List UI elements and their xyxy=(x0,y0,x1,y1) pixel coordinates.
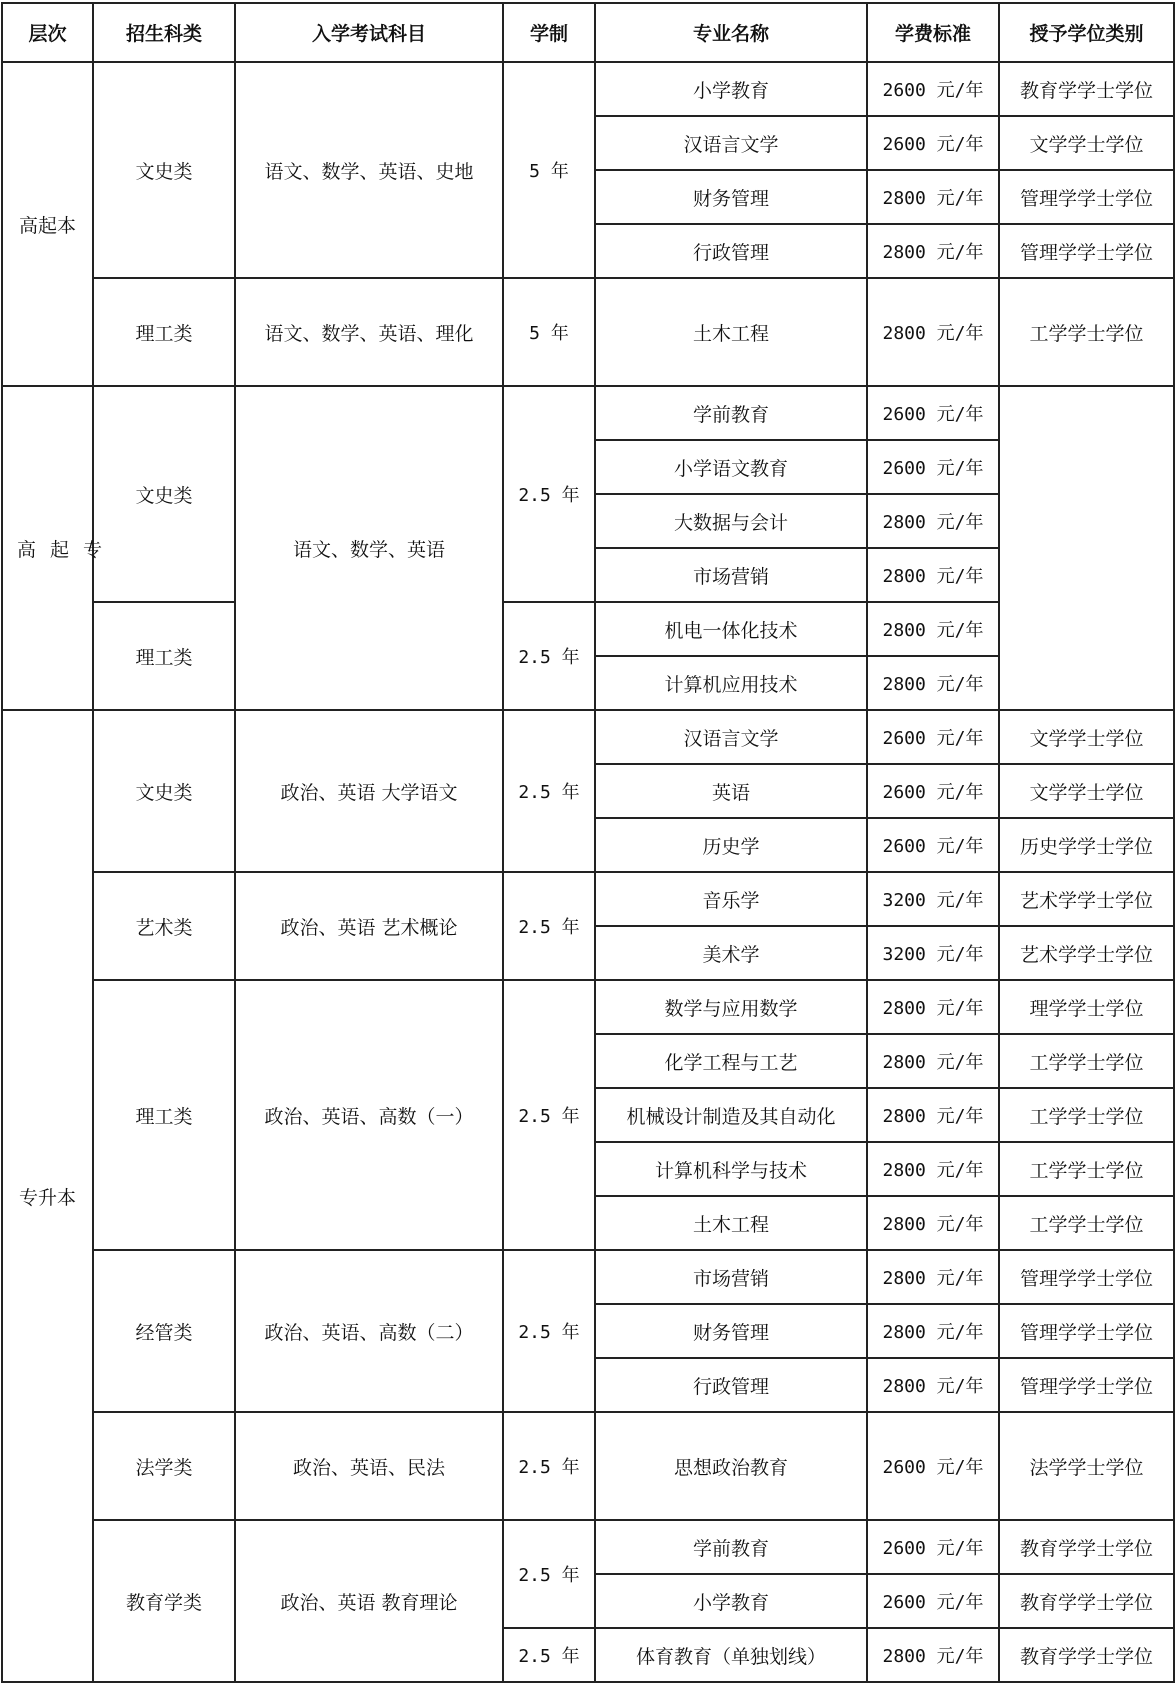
table-row xyxy=(2,980,1174,1034)
major-cell: 土木工程 xyxy=(595,278,867,386)
subjects-cell: 政治、英语 大学语文 xyxy=(235,710,503,872)
level-cell: 高起本 xyxy=(2,62,93,386)
major-cell: 数学与应用数学 xyxy=(595,980,867,1034)
degree-cell: 法学学士学位 xyxy=(999,1412,1174,1520)
category-cell: 文史类 xyxy=(93,710,235,872)
category-cell: 法学类 xyxy=(93,1412,235,1520)
duration-cell: 2.5 年 xyxy=(503,980,595,1250)
duration-cell: 2.5 年 xyxy=(503,710,595,872)
major-cell: 汉语言文学 xyxy=(595,710,867,764)
level-cell: 专升本 xyxy=(2,710,93,1682)
duration-cell: 5 年 xyxy=(503,278,595,386)
fee-cell: 2800 元/年 xyxy=(867,1628,999,1682)
duration-cell: 2.5 年 xyxy=(503,1520,595,1628)
fee-cell: 2800 元/年 xyxy=(867,224,999,278)
header-cell-fee: 学费标准 xyxy=(867,3,999,62)
degree-cell: 工学学士学位 xyxy=(999,1142,1174,1196)
degree-cell: 文学学士学位 xyxy=(999,116,1174,170)
degree-cell: 工学学士学位 xyxy=(999,1196,1174,1250)
subjects-cell: 政治、英语、民法 xyxy=(235,1412,503,1520)
degree-cell: 艺术学学士学位 xyxy=(999,872,1174,926)
duration-cell: 5 年 xyxy=(503,62,595,278)
fee-cell: 2600 元/年 xyxy=(867,62,999,116)
major-cell: 英语 xyxy=(595,764,867,818)
major-cell: 体育教育（单独划线） xyxy=(595,1628,867,1682)
degree-cell: 教育学学士学位 xyxy=(999,1520,1174,1574)
category-cell: 艺术类 xyxy=(93,872,235,980)
table-row xyxy=(2,1412,1174,1466)
major-cell: 美术学 xyxy=(595,926,867,980)
degree-cell: 教育学学士学位 xyxy=(999,62,1174,116)
fee-cell: 2600 元/年 xyxy=(867,116,999,170)
table-row xyxy=(2,278,1174,332)
degree-cell xyxy=(999,386,1174,710)
major-cell: 音乐学 xyxy=(595,872,867,926)
subjects-cell: 政治、英语 教育理论 xyxy=(235,1520,503,1682)
major-cell: 汉语言文学 xyxy=(595,116,867,170)
fee-cell: 2800 元/年 xyxy=(867,1196,999,1250)
degree-cell: 教育学学士学位 xyxy=(999,1574,1174,1628)
major-cell: 机械设计制造及其自动化 xyxy=(595,1088,867,1142)
fee-cell: 2600 元/年 xyxy=(867,1574,999,1628)
degree-cell: 管理学学士学位 xyxy=(999,224,1174,278)
duration-cell: 2.5 年 xyxy=(503,1628,595,1682)
table-row xyxy=(2,602,1174,656)
degree-cell: 工学学士学位 xyxy=(999,1034,1174,1088)
fee-cell: 2600 元/年 xyxy=(867,440,999,494)
fee-cell: 2800 元/年 xyxy=(867,1034,999,1088)
admissions-table xyxy=(1,2,1175,1683)
fee-cell: 2800 元/年 xyxy=(867,980,999,1034)
major-cell: 机电一体化技术 xyxy=(595,602,867,656)
major-cell: 市场营销 xyxy=(595,548,867,602)
fee-cell: 2800 元/年 xyxy=(867,1304,999,1358)
duration-cell: 2.5 年 xyxy=(503,386,595,602)
category-cell: 理工类 xyxy=(93,278,235,386)
fee-cell: 2800 元/年 xyxy=(867,494,999,548)
major-cell: 计算机应用技术 xyxy=(595,656,867,710)
major-cell: 小学语文教育 xyxy=(595,440,867,494)
fee-cell: 2800 元/年 xyxy=(867,1250,999,1304)
duration-cell: 2.5 年 xyxy=(503,872,595,980)
table-row xyxy=(2,1520,1174,1574)
major-cell: 土木工程 xyxy=(595,1196,867,1250)
category-cell: 教育学类 xyxy=(93,1520,235,1682)
fee-cell: 3200 元/年 xyxy=(867,926,999,980)
fee-cell: 2600 元/年 xyxy=(867,764,999,818)
degree-cell: 管理学学士学位 xyxy=(999,1250,1174,1304)
subjects-cell: 语文、数学、英语、理化 xyxy=(235,278,503,386)
duration-cell: 2.5 年 xyxy=(503,602,595,710)
fee-cell: 2800 元/年 xyxy=(867,278,999,386)
subjects-cell: 政治、英语 艺术概论 xyxy=(235,872,503,980)
major-cell: 财务管理 xyxy=(595,170,867,224)
table-row xyxy=(2,62,1174,116)
fee-cell: 3200 元/年 xyxy=(867,872,999,926)
header-cell-level: 层次 xyxy=(2,3,93,62)
header-cell-category: 招生科类 xyxy=(93,3,235,62)
degree-cell: 理学学士学位 xyxy=(999,980,1174,1034)
major-cell: 化学工程与工艺 xyxy=(595,1034,867,1088)
degree-cell: 管理学学士学位 xyxy=(999,170,1174,224)
table-row xyxy=(2,710,1174,764)
major-cell: 行政管理 xyxy=(595,224,867,278)
major-cell: 小学教育 xyxy=(595,1574,867,1628)
subjects-cell: 政治、英语、高数（二） xyxy=(235,1250,503,1412)
major-cell: 计算机科学与技术 xyxy=(595,1142,867,1196)
category-cell: 经管类 xyxy=(93,1250,235,1412)
header-cell-exam-subjects: 入学考试科目 xyxy=(235,3,503,62)
degree-cell: 工学学士学位 xyxy=(999,1088,1174,1142)
subjects-cell: 政治、英语、高数（一） xyxy=(235,980,503,1250)
table-row xyxy=(2,1250,1174,1304)
fee-cell: 2800 元/年 xyxy=(867,548,999,602)
header-cell-duration: 学制 xyxy=(503,3,595,62)
degree-cell: 文学学士学位 xyxy=(999,710,1174,764)
table-row xyxy=(2,386,1174,440)
fee-cell: 2600 元/年 xyxy=(867,818,999,872)
level-cell: 高起专 xyxy=(2,386,93,710)
fee-cell: 2800 元/年 xyxy=(867,1088,999,1142)
fee-cell: 2800 元/年 xyxy=(867,602,999,656)
major-cell: 市场营销 xyxy=(595,1250,867,1304)
table-row xyxy=(2,872,1174,926)
fee-cell: 2800 元/年 xyxy=(867,170,999,224)
fee-cell: 2600 元/年 xyxy=(867,710,999,764)
category-cell: 理工类 xyxy=(93,980,235,1250)
degree-cell: 教育学学士学位 xyxy=(999,1628,1174,1682)
major-cell: 学前教育 xyxy=(595,1520,867,1574)
fee-cell: 2800 元/年 xyxy=(867,1358,999,1412)
header-cell-degree: 授予学位类别 xyxy=(999,3,1174,62)
duration-cell: 2.5 年 xyxy=(503,1250,595,1412)
subjects-cell: 语文、数学、英语 xyxy=(235,386,503,710)
degree-cell: 文学学士学位 xyxy=(999,764,1174,818)
major-cell: 大数据与会计 xyxy=(595,494,867,548)
degree-cell: 管理学学士学位 xyxy=(999,1304,1174,1358)
fee-cell: 2600 元/年 xyxy=(867,1520,999,1574)
category-cell: 理工类 xyxy=(93,602,235,710)
major-cell: 历史学 xyxy=(595,818,867,872)
fee-cell: 2800 元/年 xyxy=(867,656,999,710)
degree-cell: 历史学学士学位 xyxy=(999,818,1174,872)
category-cell: 文史类 xyxy=(93,62,235,278)
major-cell: 财务管理 xyxy=(595,1304,867,1358)
fee-cell: 2600 元/年 xyxy=(867,386,999,440)
header-row xyxy=(2,3,1174,62)
subjects-cell: 语文、数学、英语、史地 xyxy=(235,62,503,278)
category-cell: 文史类 xyxy=(93,386,235,602)
major-cell: 学前教育 xyxy=(595,386,867,440)
major-cell: 小学教育 xyxy=(595,62,867,116)
major-cell: 行政管理 xyxy=(595,1358,867,1412)
fee-cell: 2800 元/年 xyxy=(867,1142,999,1196)
major-cell: 思想政治教育 xyxy=(595,1412,867,1520)
degree-cell: 管理学学士学位 xyxy=(999,1358,1174,1412)
duration-cell: 2.5 年 xyxy=(503,1412,595,1520)
header-cell-major: 专业名称 xyxy=(595,3,867,62)
degree-cell: 艺术学学士学位 xyxy=(999,926,1174,980)
fee-cell: 2600 元/年 xyxy=(867,1412,999,1520)
degree-cell: 工学学士学位 xyxy=(999,278,1174,386)
